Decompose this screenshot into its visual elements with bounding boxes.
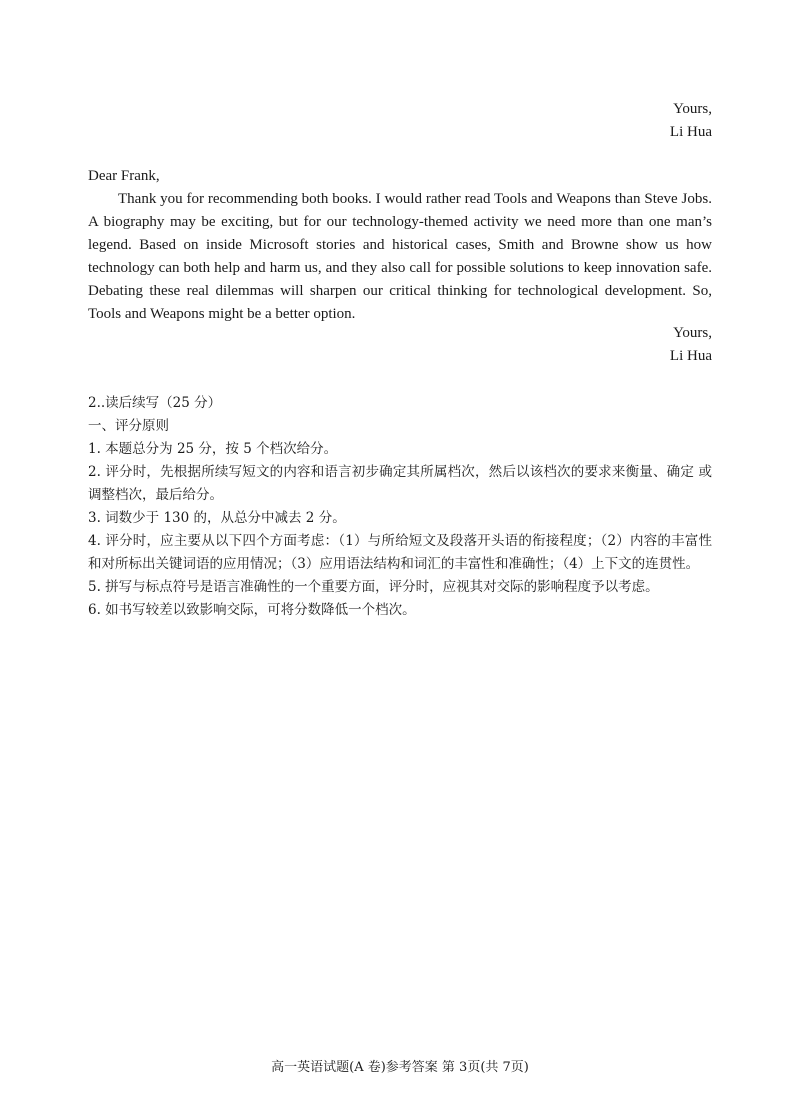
- rubric-item: 1. 本题总分为 25 分，按 5 个档次给分。: [88, 441, 338, 457]
- rubric-item: 3. 词数少于 130 的，从总分中减去 2 分。: [88, 510, 346, 526]
- letter-greeting: Dear Frank,: [88, 168, 160, 184]
- section-subheading: 一、评分原则: [88, 418, 169, 434]
- signature-closing: Yours,: [673, 101, 712, 117]
- signature-bottom: [670, 322, 712, 368]
- signature-top: [670, 98, 712, 144]
- scoring-section: [88, 392, 712, 622]
- rubric-item: 6. 如书写较差以致影响交际，可将分数降低一个档次。: [88, 602, 416, 618]
- rubric-item: 2. 评分时，先根据所续写短文的内容和语言初步确定其所属档次，然后以该档次的要求来衡量、确定 或调整档次，最后给分。: [88, 464, 712, 503]
- letter-body: Thank you for recommending both books. I would rather read Tools and Weapons than Steve Jobs. A biography may be exciting, but for our technology-themed activity we need more than one man’s legend. Based on inside Microsoft stories and historical cases, Smith and Browne show us how technology can both help and harm us, and they also call for possible solutions to keep innovation safe. Debating these real dilemmas will sharpen our critical thinking for technological development. So, Tools and Weapons might be a better option.: [88, 191, 712, 322]
- page-footer: 高一英语试题(A 卷)参考答案 第 3页(共 7页): [271, 1060, 529, 1075]
- signature-name: Li Hua: [669, 348, 712, 364]
- signature-name: Li Hua: [669, 124, 712, 140]
- signature-closing: Yours,: [673, 325, 712, 341]
- rubric-item: 4. 评分时，应主要从以下四个方面考虑：（1）与所给短文及段落开头语的衔接程度；（2）内容的丰富性和对所标出关键词语的应用情况；（3）应用语法结构和词汇的丰富性和准确性；（4）上下文的连贯性。: [88, 533, 712, 572]
- section-heading: 2..读后续写（25 分）: [88, 395, 222, 411]
- letter: [88, 165, 712, 326]
- rubric-item: 5. 拼写与标点符号是语言准确性的一个重要方面，评分时，应视其对交际的影响程度予以考虑。: [88, 579, 659, 595]
